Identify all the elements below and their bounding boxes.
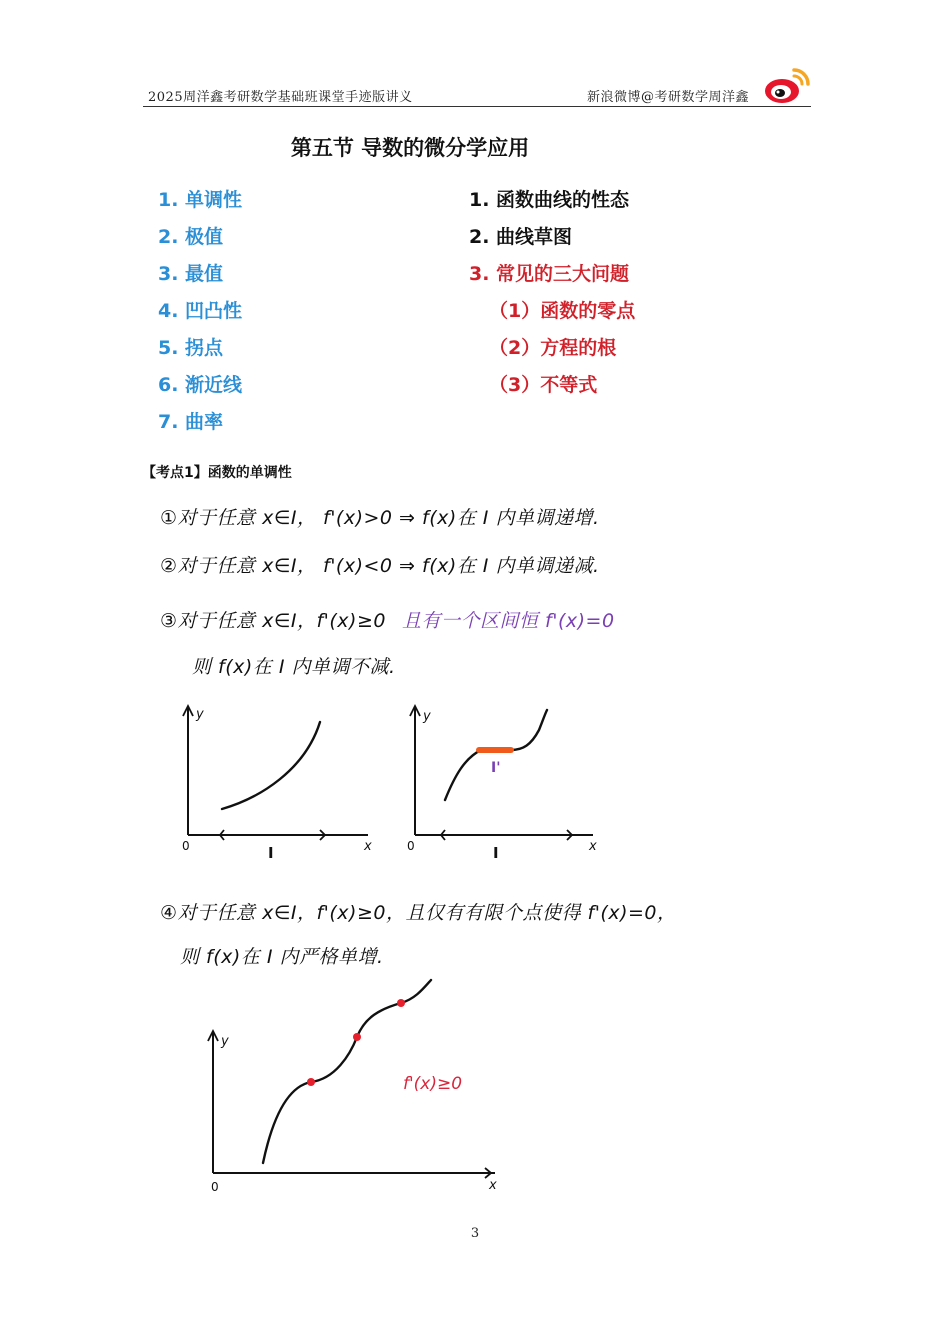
note-1: ①对于任意 x∈I， f'(x)>0 ⇒ f(x)在 I 内单调递增. bbox=[160, 507, 600, 529]
graph-3-curve bbox=[263, 980, 431, 1163]
graph-3-annotation: f'(x)≥0 bbox=[403, 1074, 463, 1094]
toc-left-item: 3. 最值 bbox=[158, 263, 224, 285]
note-3-condition: 且有一个区间恒 f'(x)=0 bbox=[402, 610, 615, 632]
toc-right-subitem: （3）不等式 bbox=[489, 374, 598, 396]
graph-2 bbox=[393, 700, 603, 865]
toc-right-item: 2. 曲线草图 bbox=[469, 226, 573, 248]
toc-left-item: 4. 凹凸性 bbox=[158, 300, 243, 322]
toc-right-subitem: （1）函数的零点 bbox=[489, 300, 636, 322]
note-3-result: 则 f(x)在 I 内单调不减. bbox=[192, 656, 396, 678]
graph-3-point bbox=[397, 999, 405, 1007]
graph-3-x-label: x bbox=[489, 1178, 497, 1193]
graph-1-origin: 0 bbox=[182, 839, 190, 853]
weibo-logo-icon bbox=[762, 64, 812, 106]
toc-right-highlight: 3. 常见的三大问题 bbox=[469, 263, 630, 285]
graph-1-curve bbox=[222, 722, 320, 809]
graph-3-origin: 0 bbox=[211, 1180, 219, 1194]
section-title bbox=[0, 132, 820, 162]
graph-1-y-label: y bbox=[196, 707, 204, 722]
graph-2-interval-label: I bbox=[493, 844, 499, 862]
graph-3-point bbox=[307, 1078, 315, 1086]
toc-left-list bbox=[158, 182, 242, 441]
toc-right-subitem: （2）方程的根 bbox=[489, 337, 617, 359]
note-3-main: ③对于任意 x∈I，f'(x)≥0 bbox=[160, 610, 386, 632]
graph-3 bbox=[195, 975, 515, 1200]
toc-right-list bbox=[469, 182, 635, 404]
graph-1-interval-label: I bbox=[268, 844, 274, 862]
graph-3-y-label: y bbox=[221, 1034, 229, 1049]
graph-2-x-label: x bbox=[589, 839, 597, 854]
graph-2-y-label: y bbox=[423, 709, 431, 724]
graph-1-x-label: x bbox=[364, 839, 372, 854]
graph-2-sub-interval-label: I' bbox=[491, 760, 501, 776]
header-right-text: 新浪微博@考研数学周洋鑫 bbox=[587, 90, 750, 105]
header-divider bbox=[143, 106, 811, 107]
section-title-text: 第五节 导数的微分学应用 bbox=[290, 136, 530, 160]
note-2: ②对于任意 x∈I， f'(x)<0 ⇒ f(x)在 I 内单调递减. bbox=[160, 555, 600, 577]
toc-left-item: 5. 拐点 bbox=[158, 337, 224, 359]
note-4-result: 则 f(x)在 I 内严格单增. bbox=[180, 946, 384, 968]
kaodian-title: 【考点1】函数的单调性 bbox=[142, 465, 292, 481]
toc-left-item: 2. 极值 bbox=[158, 226, 224, 248]
graph-3-point bbox=[353, 1033, 361, 1041]
page-number: 3 bbox=[470, 1226, 480, 1241]
header-left-text: 2025周洋鑫考研数学基础班课堂手迹版讲义 bbox=[148, 90, 413, 105]
graph-2-curve bbox=[445, 710, 547, 800]
toc-left-item: 7. 曲率 bbox=[158, 411, 224, 433]
toc-left-item: 6. 渐近线 bbox=[158, 374, 243, 396]
note-4-main: ④对于任意 x∈I，f'(x)≥0，且仅有有限个点使得 f'(x)=0， bbox=[160, 902, 677, 924]
graph-2-origin: 0 bbox=[407, 839, 415, 853]
toc-right-item: 1. 函数曲线的性态 bbox=[469, 189, 630, 211]
toc-left-item: 1. 单调性 bbox=[158, 189, 243, 211]
graph-1 bbox=[170, 700, 380, 865]
